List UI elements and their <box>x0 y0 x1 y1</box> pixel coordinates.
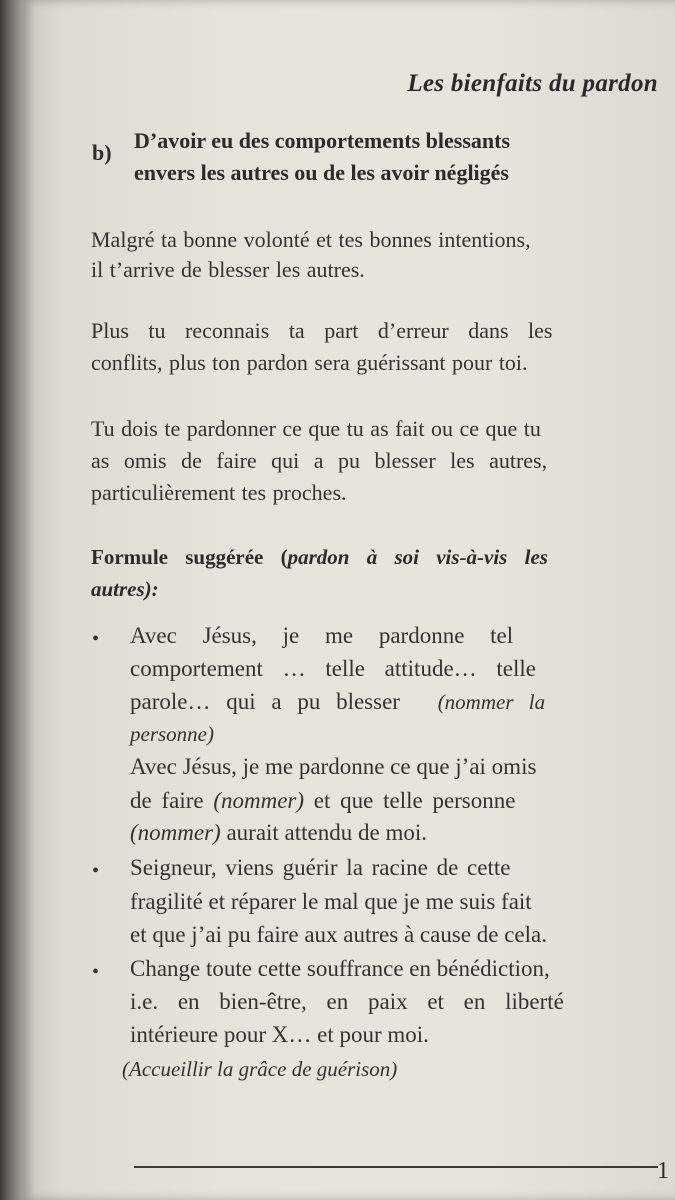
item-1-line-7-note: (nommer) <box>130 820 221 845</box>
section-marker: b) <box>92 140 112 165</box>
section-heading-text-1: D’avoir eu des comportements blessants <box>134 128 511 153</box>
bullet-1: • <box>92 628 100 650</box>
paragraph-3-line-2: as omis de faire qui a pu blesser les autres, <box>91 448 548 473</box>
paragraph-2-line-2: conflits, plus ton pardon sera guérissant pour toi. <box>91 350 528 375</box>
item-2-line-2: fragilité et réparer le mal que je me suis fait <box>130 889 532 914</box>
formula-note: pardon à soi vis-à-vis les <box>287 545 548 569</box>
formula-heading <box>91 545 548 570</box>
item-3-line-3: intérieure pour X… et pour moi. <box>130 1022 429 1047</box>
paragraph-1-line-2: il t’arrive de blesser les autres. <box>91 257 365 282</box>
bullet-3: • <box>92 961 100 983</box>
page-number: 1 <box>657 1158 669 1184</box>
running-header-title: Les bienfaits du pardon <box>407 70 658 97</box>
item-1-line-3-text: parole… qui a pu blesser <box>130 689 400 714</box>
paragraph-3-line-1: Tu dois te pardonner ce que tu as fait ou ce que tu <box>91 416 541 441</box>
item-2-line-3: et que j’ai pu faire aux autres à cause de cela. <box>130 922 547 947</box>
bullet-2: • <box>92 860 100 882</box>
paragraph-2-line-1: Plus tu reconnais ta part d’erreur dans les <box>91 318 553 343</box>
book-page <box>22 0 675 1200</box>
section-heading-line-1 <box>134 128 642 154</box>
book-spine-edge <box>0 0 24 1200</box>
item-1-line-7 <box>130 820 427 846</box>
item-1-line-2: comportement … telle attitude… telle <box>130 656 536 681</box>
item-1-line-3-note: (nommer la <box>437 690 546 714</box>
item-1-line-6-b: et que telle personne <box>304 788 516 813</box>
formula-note-line-2: autres): <box>91 577 159 601</box>
item-1-line-4-note: personne) <box>130 722 214 746</box>
formula-label: Formule suggérée ( <box>91 545 288 569</box>
item-2-line-1: Seigneur, viens guérir la racine de cette <box>130 855 511 880</box>
item-1-line-7-b: aurait attendu de moi. <box>220 820 427 845</box>
section-heading-line-2: envers les autres ou de les avoir négligés <box>134 160 509 185</box>
item-1-line-6-a: de faire <box>130 788 214 813</box>
item-1-line-3 <box>130 689 545 715</box>
paragraph-3-line-3: particulièrement tes proches. <box>91 480 347 505</box>
item-1-line-1: Avec Jésus, je me pardonne tel <box>130 623 514 648</box>
item-1-line-5: Avec Jésus, je me pardonne ce que j’ai omis <box>130 754 537 779</box>
item-3-line-4-note: (Accueillir la grâce de guérison) <box>122 1057 398 1081</box>
footer-rule <box>134 1166 658 1168</box>
item-3-line-1: Change toute cette souffrance en bénédiction, <box>130 956 550 981</box>
item-1-line-6-note: (nommer) <box>213 788 305 813</box>
paragraph-1-line-1: Malgré ta bonne volonté et tes bonnes intentions, <box>91 227 531 252</box>
item-1-line-6 <box>130 788 515 814</box>
item-3-line-2: i.e. en bien-être, en paix et en liberté <box>130 989 564 1014</box>
